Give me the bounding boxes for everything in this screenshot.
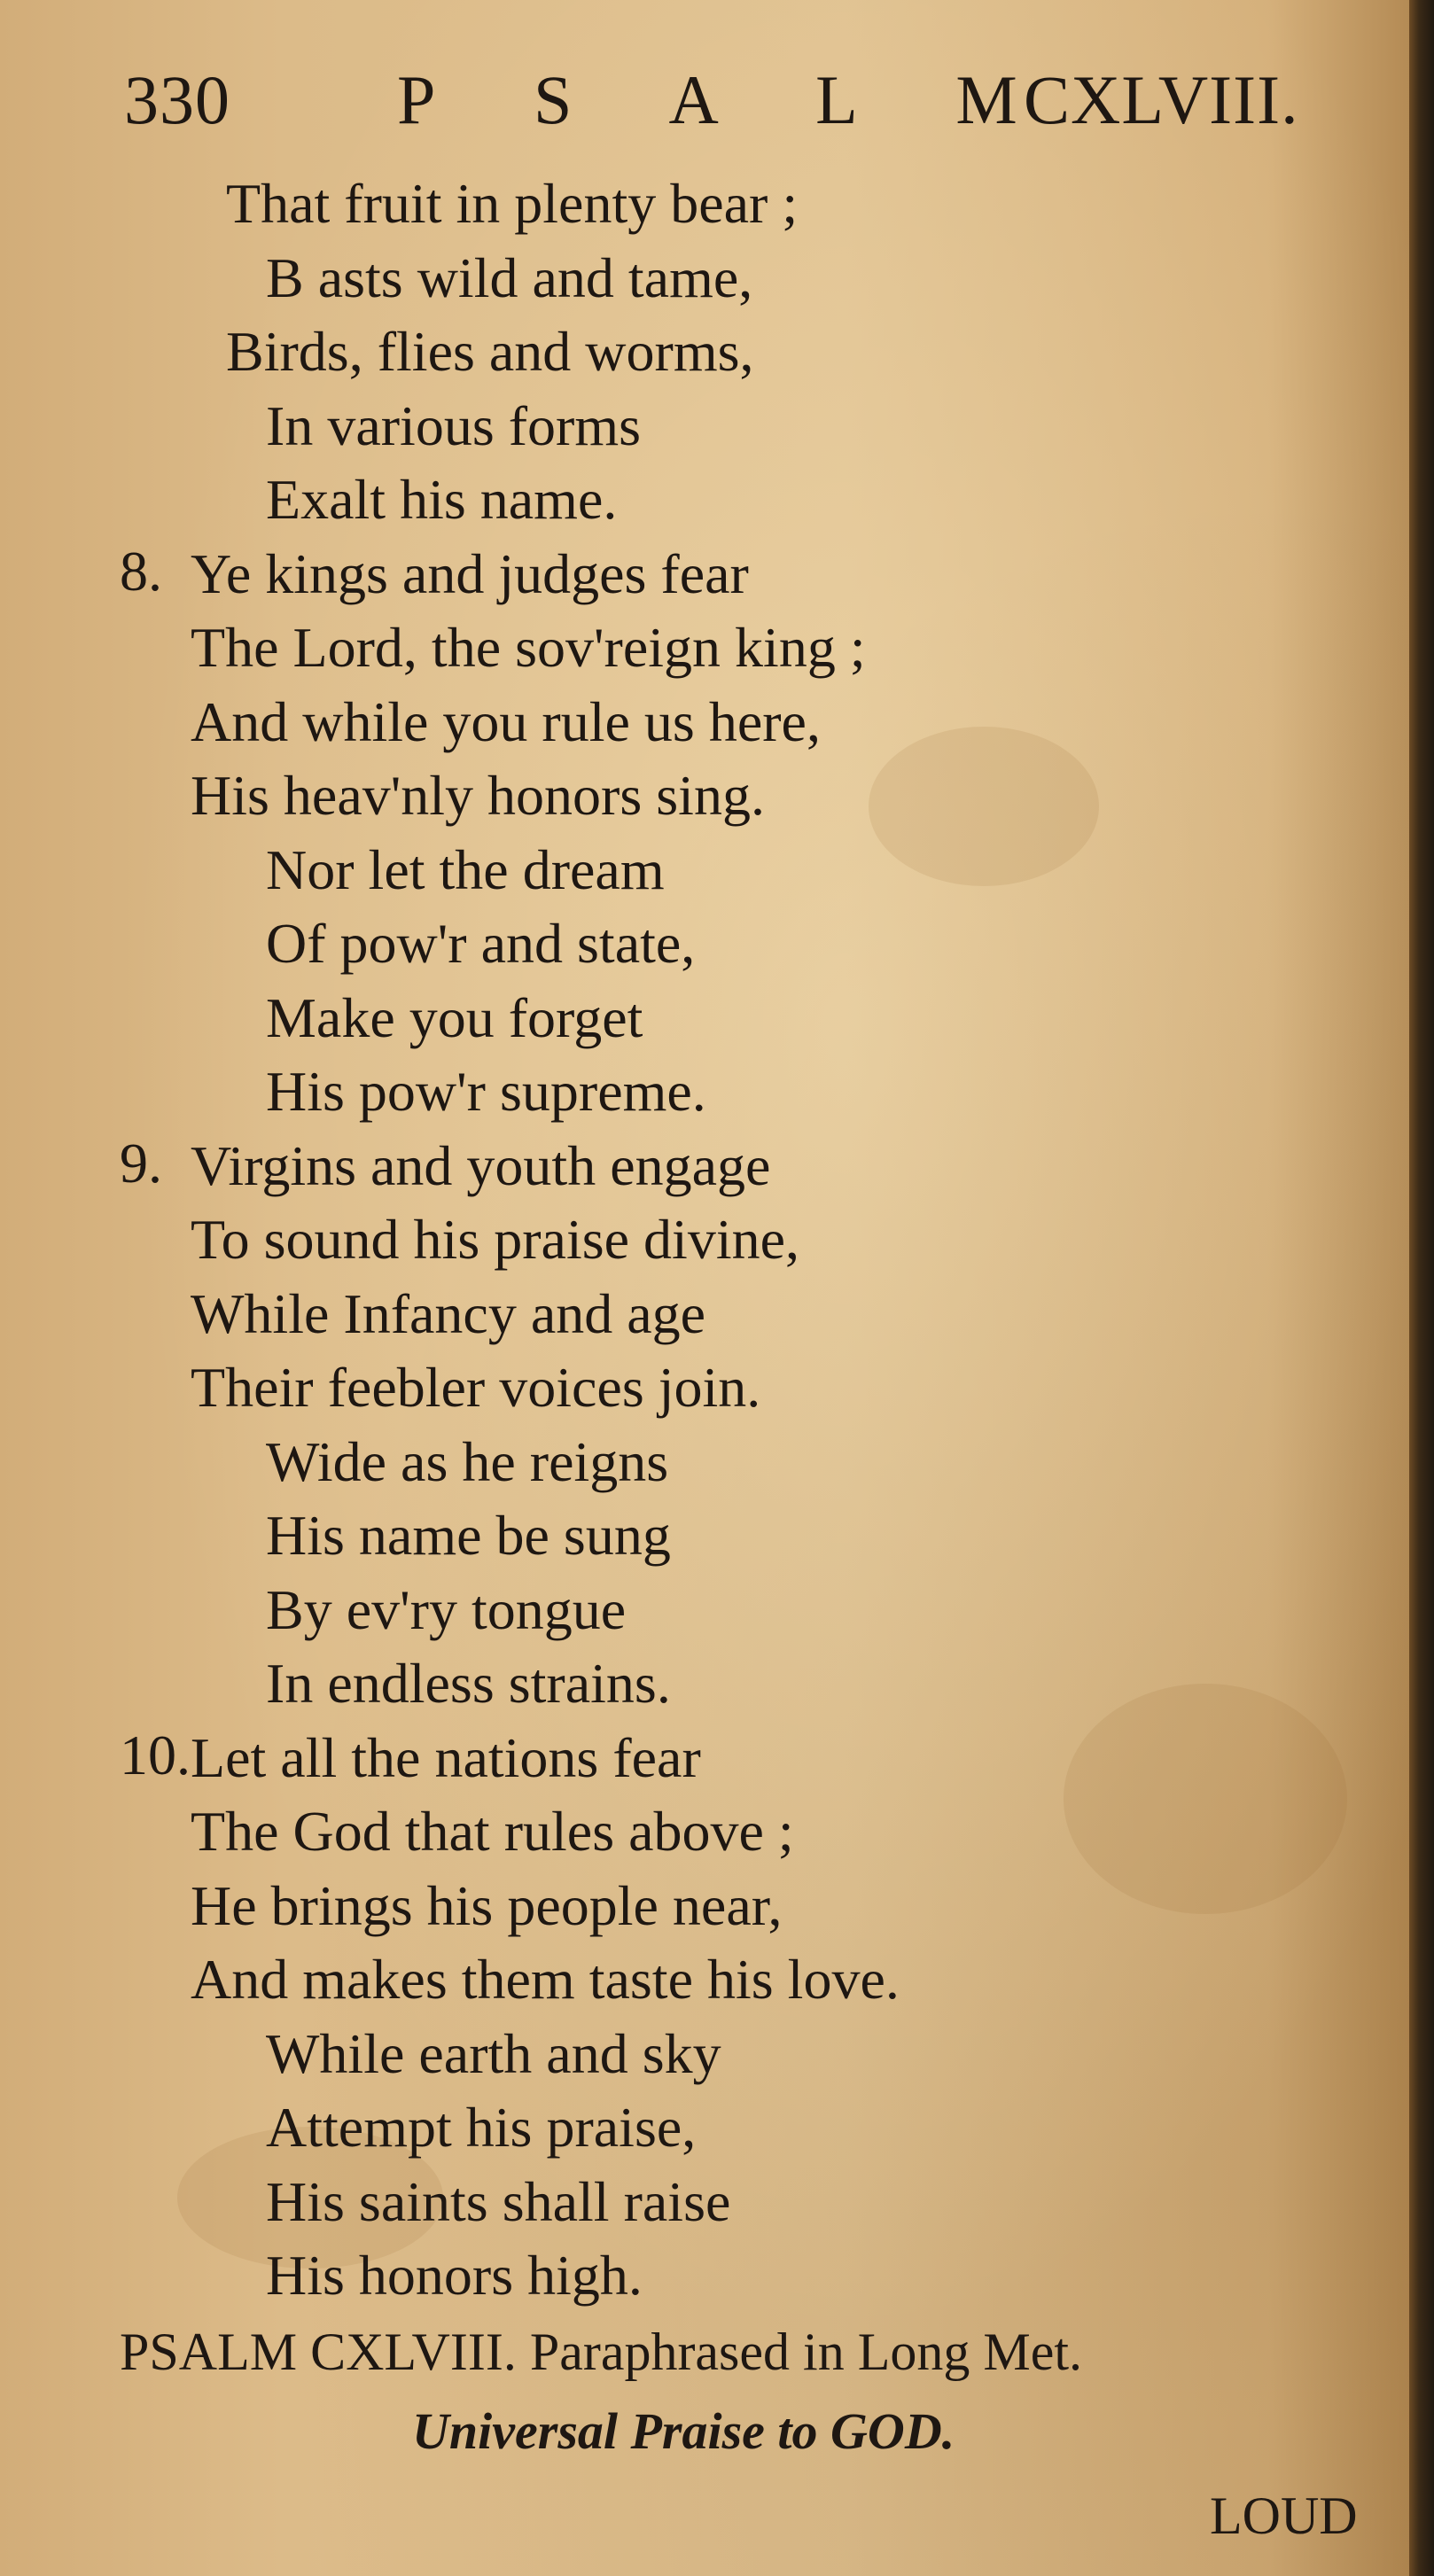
psalm-number: CXLVIII. — [1024, 61, 1299, 138]
verse-line: Ye kings and judges fear — [191, 541, 749, 605]
verse-line: That fruit in plenty bear ; — [226, 172, 799, 235]
verse-number: 8. — [120, 539, 162, 603]
verse-line: Birds, flies and worms, — [226, 320, 754, 383]
verse-line: In endless strains. — [266, 1652, 671, 1715]
verse-line: Let all the nations fear — [191, 1725, 701, 1789]
verse-line: His name be sung — [266, 1504, 671, 1567]
verse-line: And makes them taste his love. — [191, 1948, 900, 2011]
verse-line: While Infancy and age — [191, 1281, 706, 1345]
verse-line: His heav'nly honors sing. — [191, 764, 765, 827]
verse-line: B asts wild and tame, — [266, 245, 753, 309]
running-title: P S A L M — [397, 61, 1051, 138]
verse-line: Virgins and youth engage — [191, 1133, 771, 1197]
verse-line: Attempt his praise, — [266, 2096, 697, 2159]
paper-stain — [869, 727, 1099, 886]
catchword: LOUD — [1210, 2487, 1358, 2545]
page-edge — [1409, 0, 1434, 2576]
verse-line: In various forms — [266, 393, 642, 457]
verse-line: Make you forget — [266, 985, 643, 1049]
verse-line: By ev'ry tongue — [266, 1577, 627, 1641]
verse-number: 9. — [120, 1131, 162, 1195]
verse-line: Of pow'r and state, — [266, 912, 696, 975]
verse-line: Their feebler voices join. — [191, 1356, 761, 1419]
verse-line: His pow'r supreme. — [266, 1060, 706, 1123]
verse-line: Nor let the dream — [266, 837, 665, 901]
paper-stain — [1064, 1684, 1347, 1914]
next-psalm-subtitle: Universal Praise to GOD. — [412, 2402, 955, 2460]
verse-line: His honors high. — [266, 2244, 643, 2307]
verse-line: His saints shall raise — [266, 2169, 731, 2233]
verse-line: He brings his people near, — [191, 1873, 783, 1937]
verse-line: The Lord, the sov'reign king ; — [191, 616, 866, 679]
verse-line: Exalt his name. — [266, 468, 618, 531]
verse-line: While earth and sky — [266, 2021, 721, 2085]
verse-line: And while you rule us here, — [191, 689, 821, 753]
page-number: 330 — [124, 61, 230, 138]
verse-number: 10. — [120, 1723, 191, 1786]
verse-line: To sound his praise divine, — [191, 1208, 799, 1271]
verse-line: Wide as he reigns — [266, 1429, 669, 1493]
next-psalm-title: PSALM CXLVIII. Paraphrased in Long Met. — [120, 2323, 1083, 2381]
verse-line: The God that rules above ; — [191, 1800, 794, 1863]
